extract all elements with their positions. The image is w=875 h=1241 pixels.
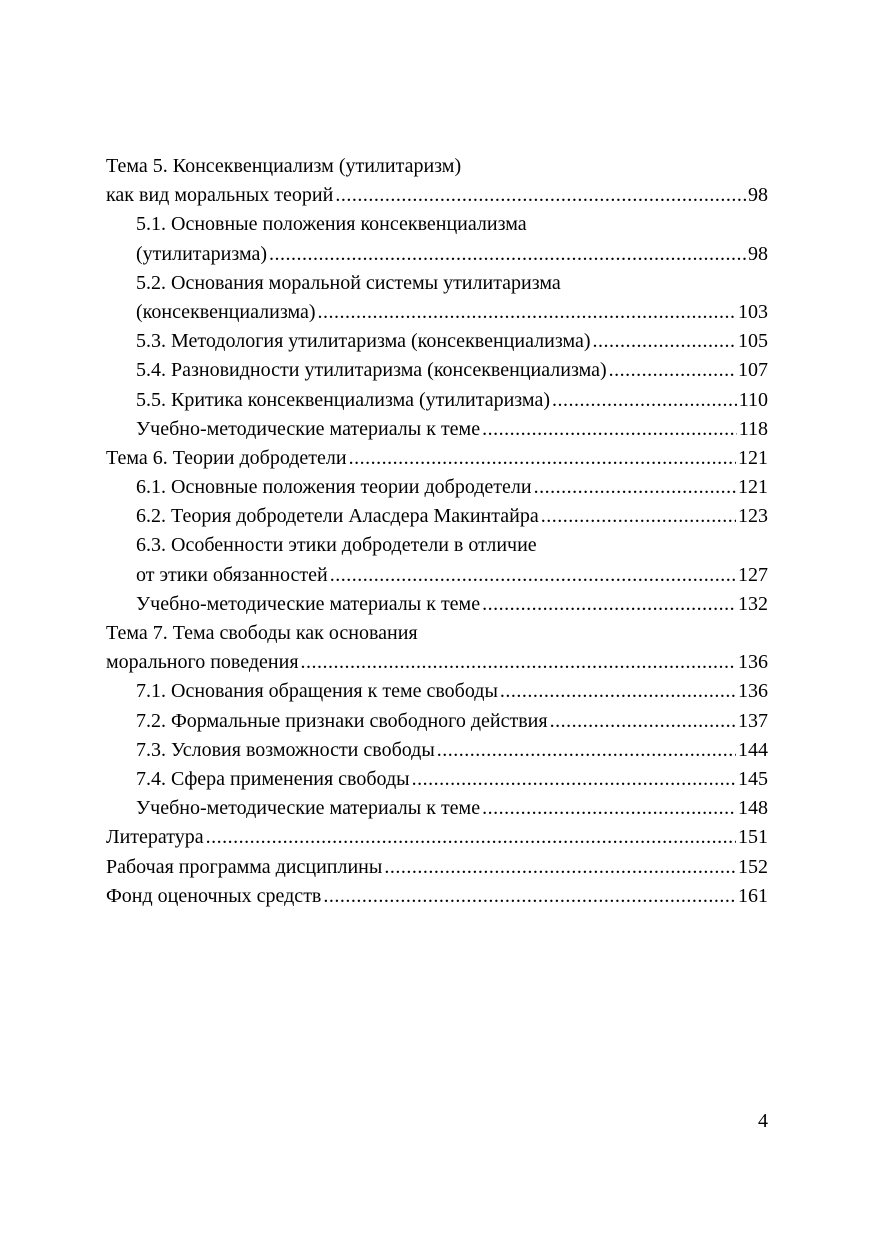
toc-topic-6-materials-entry[interactable] <box>106 590 768 619</box>
toc-topic-7-page: 136 <box>738 651 768 674</box>
toc-section-7-3-title: 7.3. Условия возможности свободы <box>136 738 435 761</box>
toc-section-7-1-entry[interactable] <box>106 677 768 706</box>
toc-literature-entry[interactable] <box>106 823 768 852</box>
toc-topic-5-materials-title: Учебно-методические материалы к теме <box>136 417 481 440</box>
toc-topic-6-title: Тема 6. Теории добродетели <box>106 446 347 469</box>
dot-leader <box>206 823 736 852</box>
dot-leader <box>412 765 736 794</box>
dot-leader <box>482 415 737 444</box>
toc-section-6-3-line1: 6.3. Особенности этики добродетели в отличие <box>136 534 537 557</box>
dot-leader <box>437 736 736 765</box>
toc-section-5-5-entry[interactable] <box>106 386 768 415</box>
table-of-contents <box>106 152 768 911</box>
toc-topic-5-line2: как вид моральных теорий <box>106 184 334 207</box>
toc-section-7-2-title: 7.2. Формальные признаки свободного действия <box>136 709 548 732</box>
toc-section-5-3-entry[interactable] <box>106 327 768 356</box>
toc-program-page: 152 <box>738 855 768 878</box>
toc-topic-6-materials-title: Учебно-методические материалы к теме <box>136 592 481 615</box>
toc-section-5-2-line2: (консеквенциализма) <box>136 300 316 323</box>
dot-leader <box>609 356 736 385</box>
toc-section-6-3-line2: от этики обязанностей <box>136 563 328 586</box>
toc-fund-title: Фонд оценочных средств <box>106 884 322 907</box>
dot-leader <box>384 853 736 882</box>
dot-leader <box>534 473 736 502</box>
toc-section-6-3-entry[interactable] <box>106 561 768 590</box>
dot-leader <box>552 386 737 415</box>
toc-section-7-2-entry[interactable] <box>106 707 768 736</box>
toc-section-7-1-page: 136 <box>738 680 768 703</box>
toc-topic-5-materials-page: 118 <box>738 417 768 440</box>
toc-section-5-2-page: 103 <box>738 300 768 323</box>
toc-section-5-5-title: 5.5. Критика консеквенциализма (утилитаризма) <box>136 388 550 411</box>
toc-section-5-2-line1: 5.2. Основания моральной системы утилитаризма <box>136 271 561 294</box>
toc-section-5-2-title <box>106 269 768 298</box>
toc-section-6-1-entry[interactable] <box>106 473 768 502</box>
toc-topic-5-page: 98 <box>748 184 768 207</box>
toc-program-entry[interactable] <box>106 853 768 882</box>
toc-section-5-4-entry[interactable] <box>106 356 768 385</box>
toc-topic-5-title <box>106 152 768 181</box>
toc-topic-7-line1: Тема 7. Тема свободы как основания <box>106 622 418 644</box>
toc-section-7-1-title: 7.1. Основания обращения к теме свободы <box>136 680 498 703</box>
toc-topic-7-entry[interactable] <box>106 648 768 677</box>
toc-topic-7-title <box>106 619 768 648</box>
toc-topic-7-materials-title: Учебно-методические материалы к теме <box>136 797 481 820</box>
toc-section-6-1-title: 6.1. Основные положения теории добродетели <box>136 476 532 499</box>
toc-fund-page: 161 <box>738 884 768 907</box>
toc-section-5-5-page: 110 <box>738 388 768 411</box>
dot-leader <box>301 648 736 677</box>
toc-fund-entry[interactable] <box>106 882 768 911</box>
toc-section-5-1-entry[interactable] <box>106 240 768 269</box>
toc-topic-7-materials-entry[interactable] <box>106 794 768 823</box>
dot-leader <box>482 590 736 619</box>
toc-section-6-2-entry[interactable] <box>106 502 768 531</box>
toc-topic-6-materials-page: 132 <box>738 592 768 615</box>
page-number: 4 <box>758 1110 768 1132</box>
toc-section-7-3-page: 144 <box>738 738 768 761</box>
toc-topic-5-entry[interactable] <box>106 181 768 210</box>
dot-leader <box>550 707 736 736</box>
dot-leader <box>541 502 736 531</box>
toc-program-title: Рабочая программа дисциплины <box>106 855 383 878</box>
toc-section-5-1-line2: (утилитаризма) <box>136 242 268 265</box>
toc-section-5-1-line1: 5.1. Основные положения консеквенциализма <box>136 213 527 236</box>
dot-leader <box>335 181 746 210</box>
toc-section-7-2-page: 137 <box>738 709 768 732</box>
toc-topic-5-materials-entry[interactable] <box>106 415 768 444</box>
dot-leader <box>349 444 736 473</box>
toc-topic-7-materials-page: 148 <box>738 797 768 820</box>
toc-section-5-4-page: 107 <box>738 359 768 382</box>
dot-leader <box>318 298 736 327</box>
toc-section-5-4-title: 5.4. Разновидности утилитаризма (консеквенциализма) <box>136 359 607 382</box>
toc-section-5-3-page: 105 <box>738 330 768 353</box>
toc-topic-5-line1: Тема 5. Консеквенциализм (утилитаризм) <box>106 155 462 177</box>
toc-section-5-3-title: 5.3. Методология утилитаризма (консеквенциализма) <box>136 330 591 353</box>
toc-section-7-4-entry[interactable] <box>106 765 768 794</box>
toc-section-7-3-entry[interactable] <box>106 736 768 765</box>
toc-section-7-4-title: 7.4. Сфера применения свободы <box>136 767 410 790</box>
toc-section-6-2-title: 6.2. Теория добродетели Аласдера Макинтайра <box>136 505 539 528</box>
toc-section-5-1-title <box>106 210 768 239</box>
toc-section-6-1-page: 121 <box>738 476 768 499</box>
dot-leader <box>593 327 736 356</box>
dot-leader <box>482 794 736 823</box>
toc-section-5-2-entry[interactable] <box>106 298 768 327</box>
toc-section-5-1-page: 98 <box>748 242 768 265</box>
dot-leader <box>500 677 736 706</box>
dot-leader <box>330 561 736 590</box>
toc-section-6-2-page: 123 <box>738 505 768 528</box>
toc-section-6-3-page: 127 <box>738 563 768 586</box>
toc-topic-6-page: 121 <box>738 446 768 469</box>
toc-section-7-4-page: 145 <box>738 767 768 790</box>
toc-topic-7-line2: морального поведения <box>106 651 299 674</box>
dot-leader <box>269 240 746 269</box>
toc-literature-title: Литература <box>106 826 204 849</box>
toc-literature-page: 151 <box>738 826 768 849</box>
dot-leader <box>323 882 736 911</box>
toc-section-6-3-title <box>106 531 768 560</box>
toc-topic-6-entry[interactable] <box>106 444 768 473</box>
